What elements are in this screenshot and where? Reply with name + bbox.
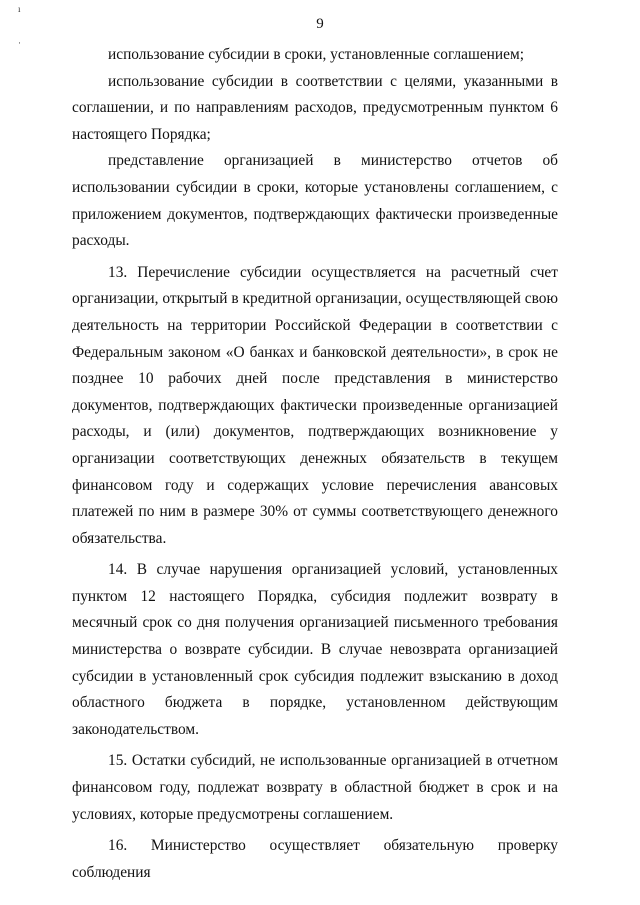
paragraph-16: 16. Министерство осуществляет обязательную проверку соблюдения <box>72 837 558 881</box>
paragraph-15: 15. Остатки субсидий, не использованные организацией в отчетном финансовом году, подлежат возврату в областной бюджет в срок и на условиях, которые предусмотрены соглашением. <box>72 752 558 823</box>
paragraph-14: 14. В случае нарушения организацией условий, установленных пунктом 12 настоящего Порядка, субсидия подлежит возврату в месячный срок со дня получения организацией письменного требования министерства о возврате субсидии. В случае невозврата организацией субсидии в установленный срок субсидия подлежит взысканию в доход областного бюджета в порядке, установленном действующим законодательством. <box>72 561 558 738</box>
page-number: 9 <box>316 16 324 32</box>
scan-mark: · <box>18 38 21 48</box>
paragraph: использование субсидии в соответствии с целями, указанными в соглашении, и по направлениям расходов, предусмотренным пунктом 6 настоящего Порядка; <box>72 72 558 143</box>
scan-mark: ı <box>18 4 21 14</box>
paragraph: использование субсидии в сроки, установленные соглашением; <box>108 46 524 63</box>
document-body <box>72 42 558 886</box>
paragraph-13: 13. Перечисление субсидии осуществляется на расчетный счет организации, открытый в кредитной организации, осуществляющей свою деятельность на территории Российской Федерации в соответствии с Федеральным законом «О банках и банковской деятельности», в срок не позднее 10 рабочих дней после представления в министерство документов, подтверждающих фактически произведенные организацией расходы, и (или) документов, подтверждающих возникновение у организации соответствующих денежных обязательств в текущем финансовом году и содержащих условие перечисления авансовых платежей по ним в размере 30% от суммы соответствующего денежного обязательства. <box>72 263 558 547</box>
paragraph: представление организацией в министерство отчетов об использовании субсидии в сроки, которые установлены соглашением, с приложением документов, подтверждающих фактически произведенные расходы. <box>72 152 558 250</box>
